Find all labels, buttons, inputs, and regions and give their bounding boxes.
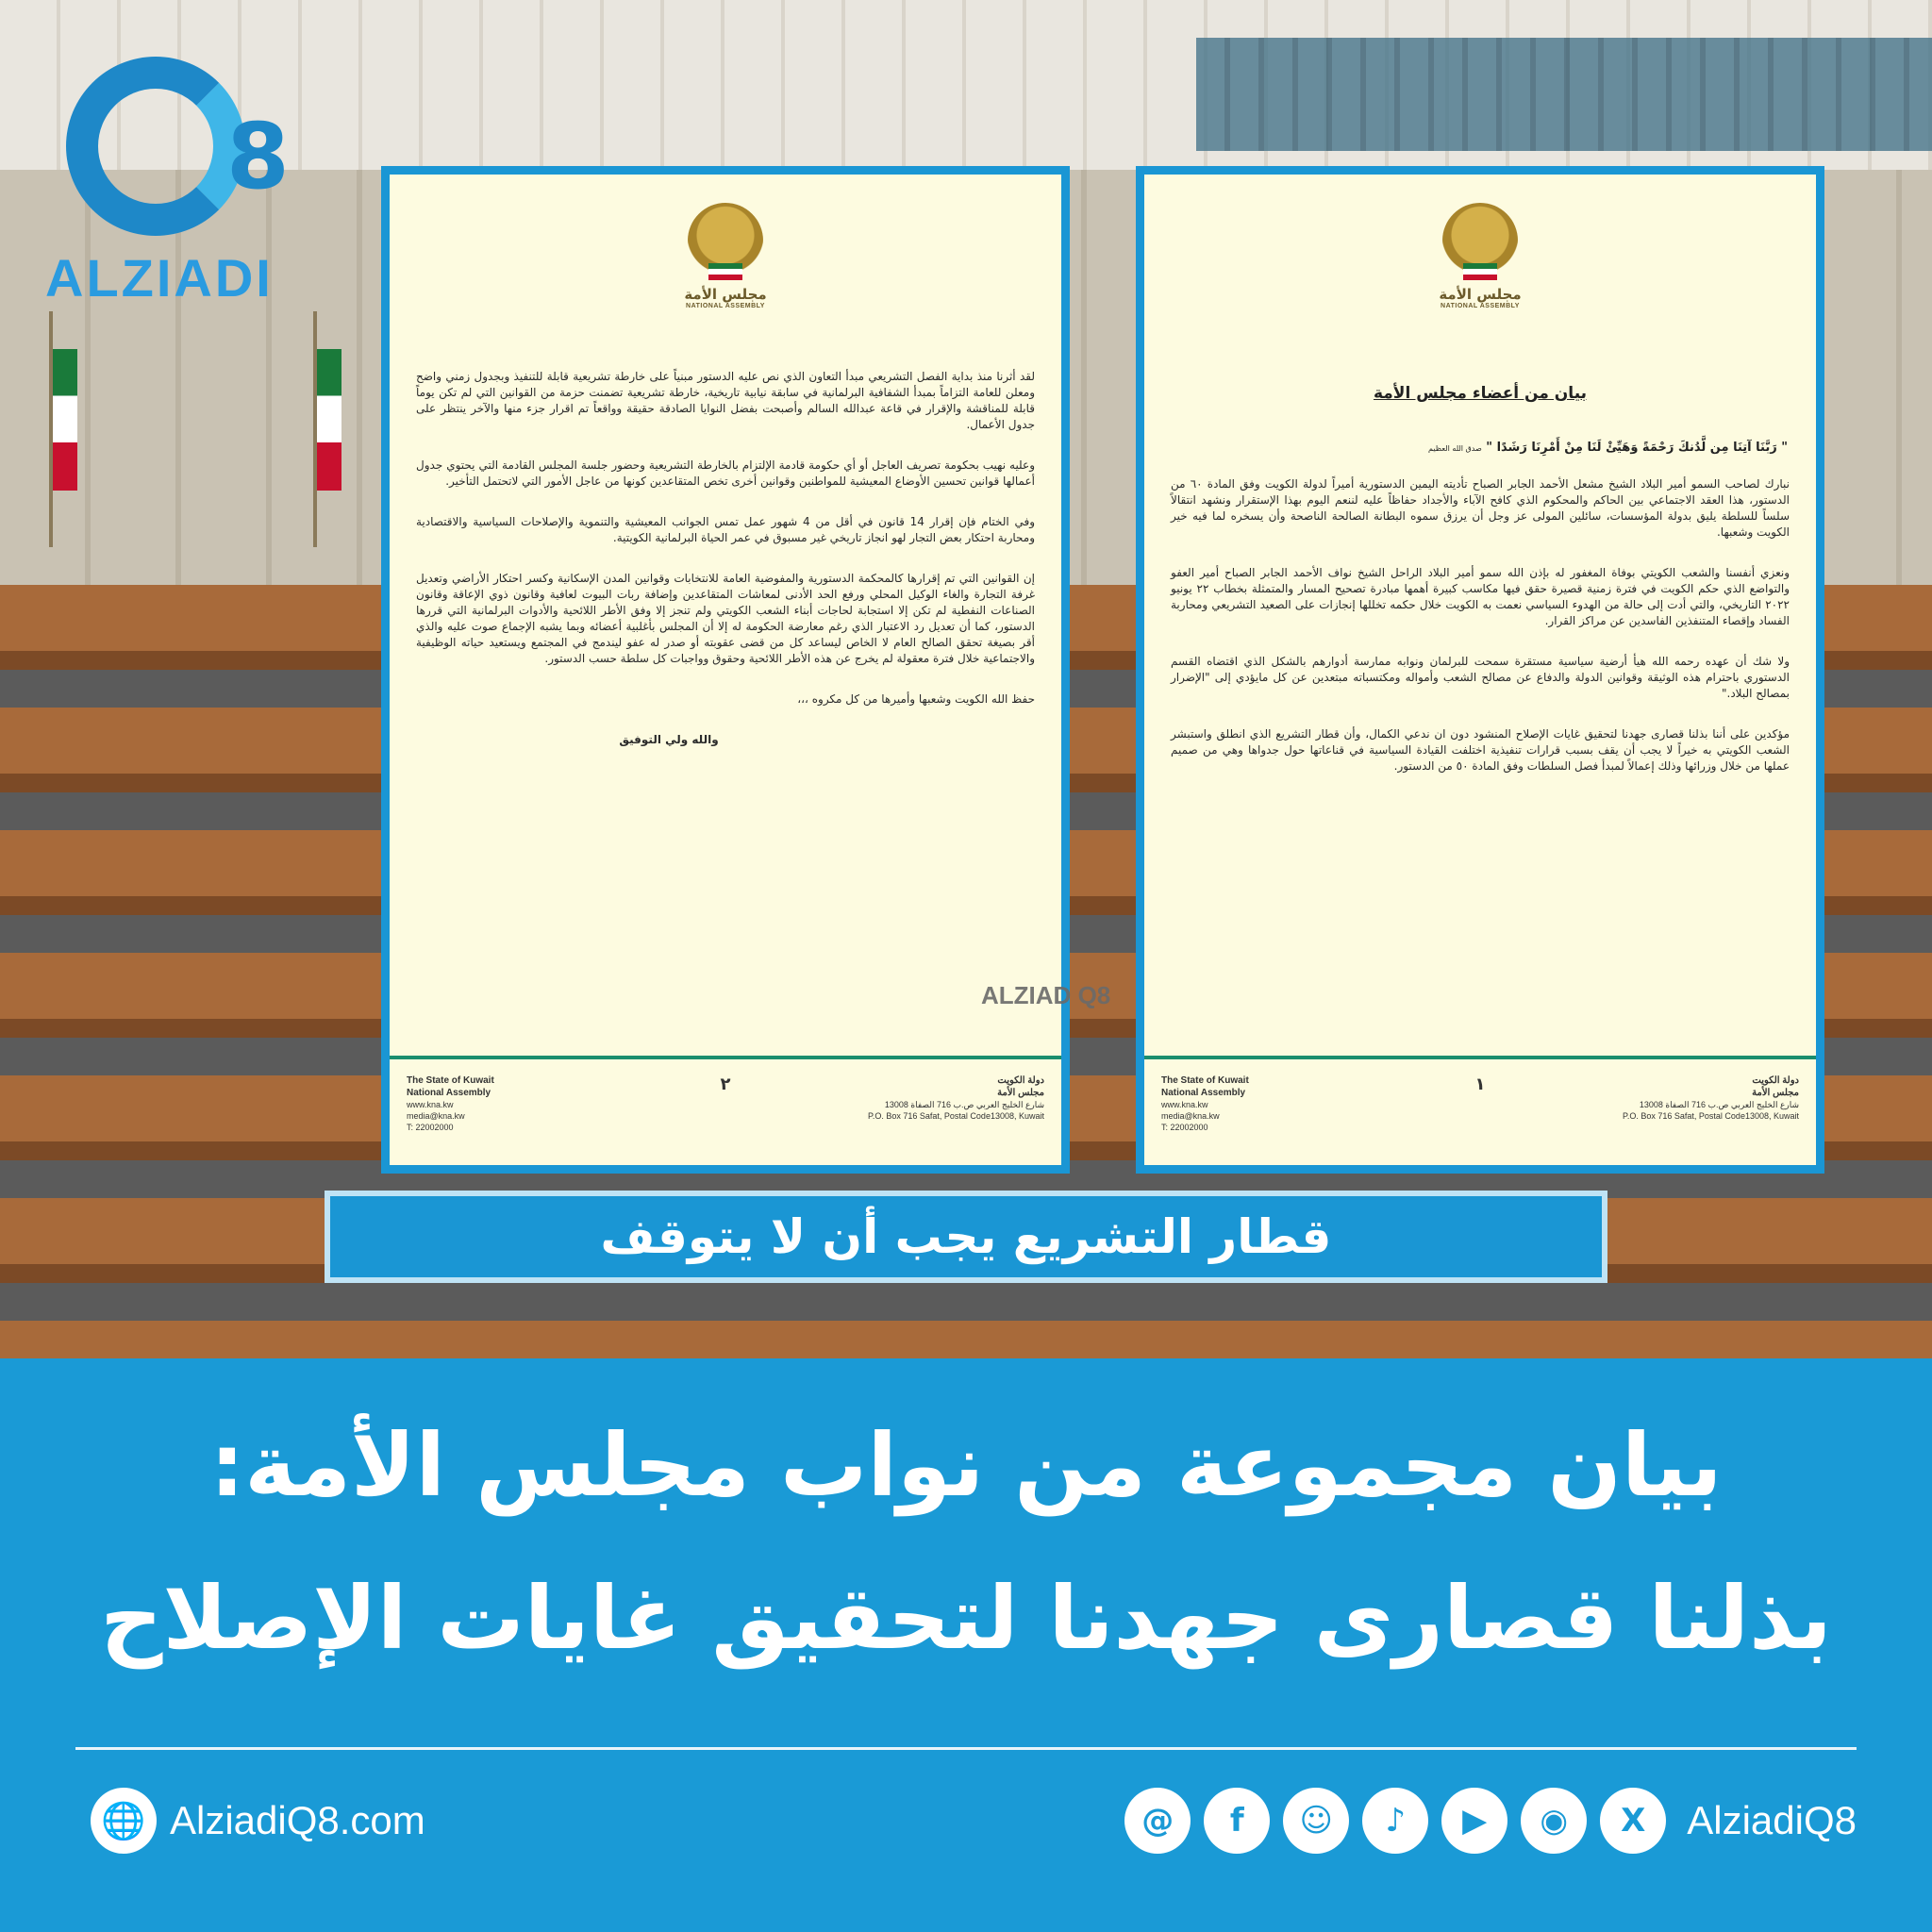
kuwait-flag-icon (302, 311, 330, 491)
phone: T: 22002000 (407, 1123, 454, 1132)
threads-icon[interactable]: @ (1124, 1788, 1191, 1854)
paragraph: نبارك لصاحب السمو أمير البلاد الشيخ مشعل الأحمد الجابر الصباح تأديته اليمين الدستورية أميراً لدولة الكويت وفق المادة ٦٠ من الدستور، هذا العقد الاجتماعي بين الحاكم والمحكوم الذي كافح الآباء والأجداد حفاظاً عليه لننعم اليوم بهذا الإستقرار ونشهد انتقالاً سلساً للسلطة يليق بدولة المؤسسات، سائلين المولى عز وجل أن يرزق سموه البطانة الصالحة الناصحة وأن يسخره لما فيه خير الكويت وشعبها. (1171, 477, 1790, 539)
document-title: بيان من أعضاء مجلس الأمة (1373, 384, 1588, 403)
statement-page-1 (1136, 166, 1824, 1174)
snapchat-icon[interactable]: ☺ (1283, 1788, 1349, 1854)
website-link[interactable] (91, 1788, 425, 1854)
footer-ar (1623, 1074, 1799, 1122)
phone: T: 22002000 (1161, 1123, 1208, 1132)
paragraph: لقد أثرنا منذ بداية الفصل التشريعي مبدأ التعاون الذي نص عليه الدستور مبنياً على خارطة تشريعية قابلة للتنفيذ وبجدول زمني واضح ومعلن للعامة التزاماً بمبدأ الشفافية البرلمانية في سابقة نيابية تاريخية، خارطة تشريعية تضمنت حزمة من القوانين التي لم تكن يوماً قابلة للمناقشة والإقرار في قاعة عبدالله السالم وأصبحت بفضل النوايا الصادقة حقيقة وواقعاً تم اقرار جزء منها والآخر ينتظر على جدول الأعمال. (416, 370, 1035, 431)
page-number: ٢ (720, 1074, 731, 1094)
paragraph: مؤكدين على أننا بذلنا قصارى جهدنا لتحقيق غايات الإصلاح المنشود دون ان ندعي الكمال، وأن قطار التشريع الذي انطلق واستبشر الشعب الكويتي به خيراً لا يجب أن يقف بسبب قرارات تنفيذية اختلفت القيادة السياسية في قناعاتها حول جدواها وهي من صميم عملها من خلال وزرائها وذلك إعمالاً لمبدأ فصل السلطات وفق المادة ٥٠ من الدستور. (1171, 727, 1790, 773)
globe-icon: 🌐 (91, 1788, 157, 1854)
emblem (1428, 203, 1532, 309)
q-ring-icon (66, 57, 245, 236)
closing-line: حفظ الله الكويت وشعبها وأميرها من كل مكروه ،،، (797, 692, 1035, 706)
assembly-ar: مجلس الأمة (997, 1088, 1044, 1098)
verse-text: " رَبَّنَا آتِنَا مِن لَّدُنكَ رَحْمَةً وَهَيِّئْ لَنَا مِنْ أَمْرِنَا رَشَدًا " (1486, 441, 1788, 455)
quran-verse (1428, 441, 1788, 455)
footer-rule (1144, 1056, 1816, 1059)
website-url[interactable]: AlziadiQ8.com (170, 1798, 425, 1842)
emblem-name-en: NATIONAL ASSEMBLY (1441, 303, 1520, 309)
signoff: والله ولي التوفيق (619, 733, 719, 746)
state-ar: دولة الكويت (1752, 1075, 1799, 1086)
state-en: The State of Kuwait (407, 1075, 494, 1086)
headline-line-2: بذلنا قصارى جهدنا لتحقيق غايات الإصلاح (100, 1568, 1832, 1669)
national-assembly-crest-icon (688, 203, 763, 284)
verse-note: صدق الله العظيم (1428, 444, 1482, 453)
web-link[interactable]: www.kna.kw (407, 1100, 454, 1109)
national-assembly-crest-icon (1442, 203, 1518, 284)
emblem (674, 203, 777, 309)
subtitle-banner (325, 1191, 1607, 1283)
page-footer (1161, 1074, 1799, 1150)
address-ar: شارع الخليج العربي ص.ب 716 الصفاة 13008 (1639, 1100, 1799, 1109)
paragraph: وفي الختام فإن إقرار 14 قانون في أقل من 4 شهور عمل تمس الجوانب المعيشية والتنموية والإصلاحات السياسية والاقتصادية ومحاربة احتكار بعض التجار لهو انجاز تاريخي غير مسبوق في عمر الحياة البرلمانية الكويتية. (416, 515, 1036, 544)
social-handle[interactable]: AlziadiQ8 (1687, 1798, 1857, 1842)
assembly-en: National Assembly (407, 1088, 491, 1098)
paragraph: ولا شك أن عهده رحمه الله هيأ أرضية سياسية مستقرة سمحت للبرلمان ونوابه ممارسة أدوارهم بالشكل الذي اقتضاه القسم الدستوري باحترام هذه الوثيقة وقوانين الدولة والدفاع عن مصالح الشعب وأمواله ومكتسباته مبتعدين عن كل مايؤدي إلى "الإضرار بمصالح البلاد." (1171, 655, 1790, 700)
headline-line-1: بيان مجموعة من نواب مجلس الأمة: (209, 1415, 1723, 1516)
footer-en (1161, 1074, 1249, 1133)
address-ar: شارع الخليج العربي ص.ب 716 الصفاة 13008 (884, 1100, 1044, 1109)
page-number: ١ (1474, 1074, 1486, 1094)
statement-page-2 (381, 166, 1070, 1174)
paragraph: ونعزي أنفسنا والشعب الكويتي بوفاة المغفور له بإذن الله سمو أمير البلاد الراحل الشيخ نواف الأحمد الجابر الصباح أمير العفو والتواضع الذي حكم الكويت في فترة زمنية قصيرة حقق فيها مكاسب كبيرة أهمها مبادرة تصحيح المسار والمتمثلة بخطاب ٢٢ يونيو ٢٠٢٢ التاريخي، والتي أدت إلى حالة من الهدوء السياسي نعمت به الكويت خلال حكمه تخللها إنجازات على الصعيد التشريعي ومحاربة الفساد وإقصاء المتنفذين الفاسدين عن مراكز القرار. (1171, 566, 1790, 627)
paragraph: وعليه نهيب بحكومة تصريف العاجل أو أي حكومة قادمة الإلتزام بالخارطة التشريعية وحضور جلسة المجلس القادمة التي يحتوي جدول أعمالها قوانين تحسين الأوضاع المعيشية للمواطنين وقوانين أخرى تخص المتقاعدين كونها من عاجل الأمور التي لاتحتمل التأخير. (416, 458, 1035, 488)
page-footer (407, 1074, 1044, 1150)
paragraph: إن القوانين التي تم إقرارها كالمحكمة الدستورية والمفوضية العامة للانتخابات وقوانين المدن الإسكانية وكسر احتكار الأراضي وتعديل غرفة التجارة والغاء الوكيل المحلي ورفع الحد الأدنى لمعاشات المتقاعدين وإضافة ربات البيوت لعافية وقانون ذوي الإعاقة وقانون الصناعات النفطية لم تكن إلا استجابة لحاجات أبناء الشعب الكويتي ولم تنجز إلا وفق الأطر اللائحية والأدوات البرلمانية التي قررها الدستور، كما أن تعديل رد الاعتبار الذي رغم معارضة الحكومة له إلا أن المجلس بأغلبية أعضائه وبما يشبه الإجماع صوت عليه والذي أقر بصيغة تحقق الصالح العام لا الخاص ليساعد كل من قضى عقوبته أو صدر له عفو ليندمج في المجتمع ويستعيد حياته الوظيفية والاجتماعية خلال فترة معقولة لم يخرج عن هذه الأطر اللائحية وحقوق وواجبات كل سلطة حسب الدستور. (416, 572, 1035, 665)
watermark-word: ALZIAD (981, 981, 1072, 1009)
divider (75, 1747, 1857, 1750)
state-en: The State of Kuwait (1161, 1075, 1249, 1086)
address-en: P.O. Box 716 Safat, Postal Code13008, Kuwait (1623, 1111, 1799, 1121)
web-link[interactable]: www.kna.kw (1161, 1100, 1208, 1109)
emblem-name-ar: مجلس الأمة (1439, 286, 1522, 303)
state-ar: دولة الكويت (997, 1075, 1044, 1086)
watermark-mark: Q8 (1077, 981, 1111, 1009)
page-body (1171, 476, 1790, 799)
logo-mark: 8 (226, 104, 290, 209)
footer-ar (868, 1074, 1044, 1122)
x-icon[interactable]: X (1600, 1788, 1666, 1854)
emblem-name-en: NATIONAL ASSEMBLY (686, 303, 765, 309)
alziadi-logo (38, 38, 321, 311)
emblem-name-ar: مجلس الأمة (684, 286, 767, 303)
social-links (1124, 1788, 1857, 1854)
facebook-icon[interactable]: f (1204, 1788, 1270, 1854)
page-body (416, 369, 1035, 773)
footer-en (407, 1074, 494, 1133)
headline-panel (0, 1358, 1932, 1932)
youtube-icon[interactable]: ▶ (1441, 1788, 1507, 1854)
footer-rule (390, 1056, 1061, 1059)
address-en: P.O. Box 716 Safat, Postal Code13008, Kuwait (868, 1111, 1044, 1121)
assembly-ar: مجلس الأمة (1752, 1088, 1799, 1098)
logo-word: ALZIADI (45, 248, 274, 308)
assembly-en: National Assembly (1161, 1088, 1246, 1098)
instagram-icon[interactable]: ◉ (1521, 1788, 1587, 1854)
email-link[interactable]: media@kna.kw (407, 1111, 465, 1121)
balcony (1196, 38, 1932, 151)
subtitle-text: قطار التشريع يجب أن لا يتوقف (600, 1209, 1332, 1264)
kuwait-flag-icon (38, 311, 66, 491)
tiktok-icon[interactable]: ♪ (1362, 1788, 1428, 1854)
watermark (981, 981, 1110, 1010)
email-link[interactable]: media@kna.kw (1161, 1111, 1220, 1121)
